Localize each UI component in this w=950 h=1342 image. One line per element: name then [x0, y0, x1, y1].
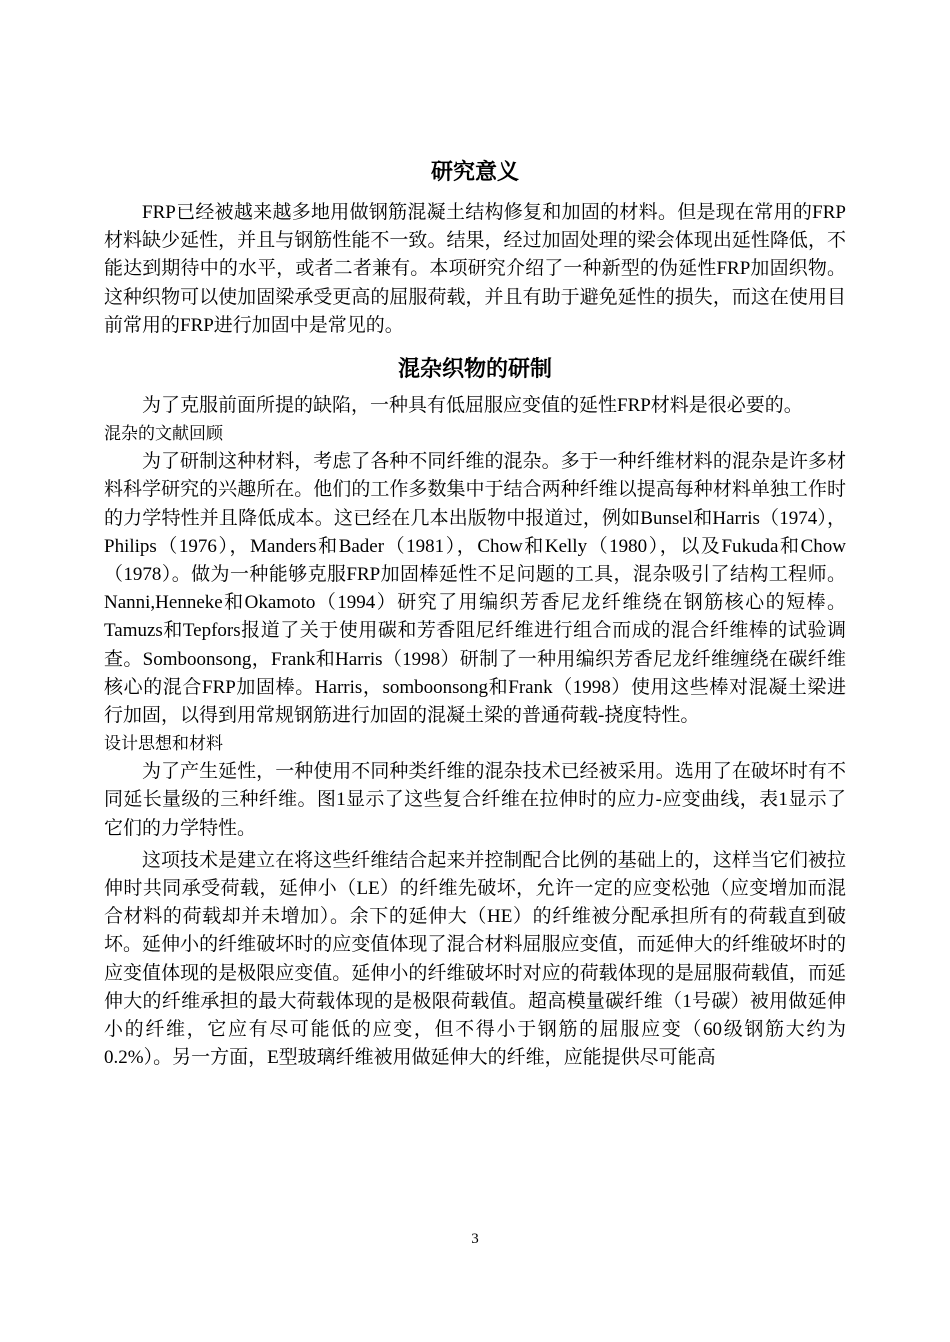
- paragraph-research-significance: FRP已经被越来越多地用做钢筋混凝土结构修复和加固的材料。但是现在常用的FRP材料缺少延性，并且与钢筋性能不一致。结果，经过加固处理的梁会体现出延性降低，不能达到期待中的水平，或者二者兼有。本项研究介绍了一种新型的伪延性FRP加固织物。这种织物可以使加固梁承受更高的屈服荷载，并且有助于避免延性的损失，而这在使用目前常用的FRP进行加固中是常见的。: [104, 202, 846, 336]
- document-body: [104, 155, 846, 1072]
- paragraph-literature-review: 为了研制这种材料，考虑了各种不同纤维的混杂。多于一种纤维材料的混杂是许多材料科学研究的兴趣所在。他们的工作多数集中于结合两种纤维以提高每种材料单独工作时的力学特性并且降低成本。这已经在几本出版物中报道过，例如Bunsel和Harris（1974），Philips（1976），Manders和Bader（1981），Chow和Kelly（1980），以及Fukuda和Chow（1978）。做为一种能够克服FRP加固棒延性不足问题的工具，混杂吸引了结构工程师。Nanni,Henneke和Okamoto（1994）研究了用编织芳香尼龙纤维绕在钢筋核心的短棒。Tamuzs和Tepfors报道了关于使用碳和芳香阻尼纤维进行组合而成的混合纤维棒的试验调查。Somboonsong，Frank和Harris（1998）研制了一种用编织芳香尼龙纤维缠绕在碳纤维核心的混合FRP加固棒。Harris，somboonsong和Frank（1998）使用这些棒对混凝土梁进行加固，以得到用常规钢筋进行加固的混凝土梁的普通荷载-挠度特性。: [104, 451, 846, 727]
- section-title-hybrid-fabric: 混杂织物的研制: [397, 357, 552, 383]
- subsection-title-literature-review: 混杂的文献回顾: [104, 424, 223, 445]
- page-number: 3: [471, 1231, 479, 1247]
- paragraph-design-1: 为了产生延性，一种使用不同种类纤维的混杂技术已经被采用。选用了在破坏时有不同延长量级的三种纤维。图1显示了这些复合纤维在拉伸时的应力-应变曲线，表1显示了它们的力学特性。: [104, 761, 846, 839]
- paragraph-design-2: 这项技术是建立在将这些纤维结合起来并控制配合比例的基础上的，这样当它们被拉伸时共同承受荷载，延伸小（LE）的纤维先破坏，允许一定的应变松弛（应变增加而混合材料的荷载却并未增加）。余下的延伸大（HE）的纤维被分配承担所有的荷载直到破坏。延伸小的纤维破坏时的应变值体现了混合材料屈服应变值，而延伸大的纤维破坏时的应变值体现的是极限应变值。延伸小的纤维破坏时对应的荷载体现的是屈服荷载值，而延伸大的纤维承担的最大荷载体现的是极限荷载值。超高模量碳纤维（1号碳）被用做延伸小的纤维，它应有尽可能低的应变，但不得小于钢筋的屈服应变（60级钢筋大约为0.2%）。另一方面，E型玻璃纤维被用做延伸大的纤维，应能提供尽可能高: [104, 849, 846, 1069]
- paragraph-hybrid-intro: 为了克服前面所提的缺陷，一种具有低屈服应变值的延性FRP材料是很必要的。: [142, 395, 803, 417]
- section-title-research-significance: 研究意义: [430, 160, 519, 185]
- subsection-title-design-materials: 设计思想和材料: [104, 734, 223, 755]
